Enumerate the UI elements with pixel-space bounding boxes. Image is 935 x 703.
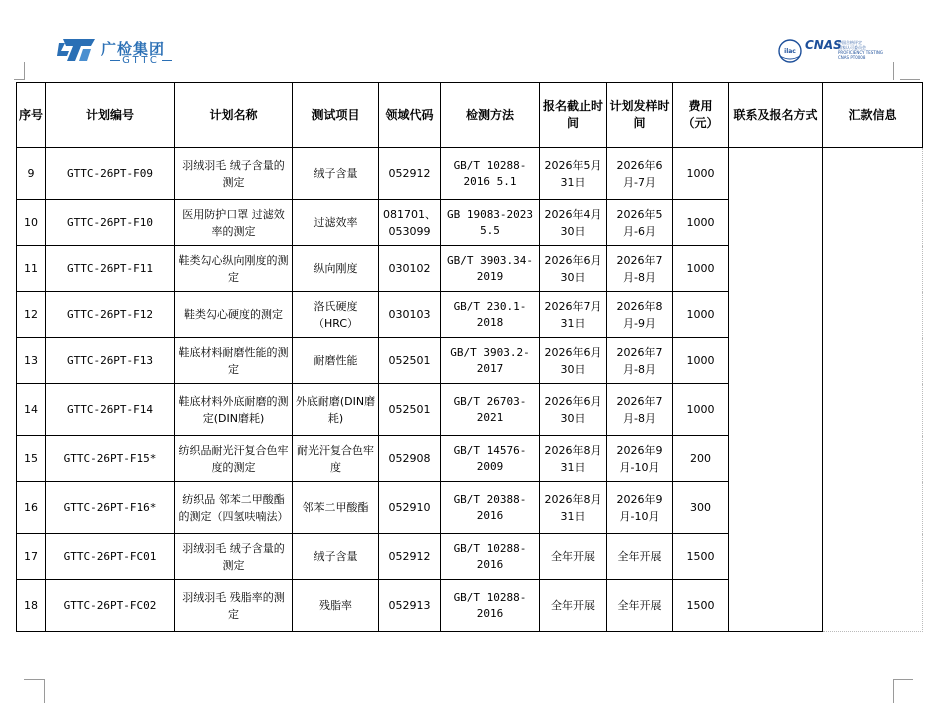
cell-fee: 1000	[673, 246, 729, 292]
cell-test-method: GB/T 26703-2021	[441, 384, 540, 436]
cell-no: 13	[17, 338, 46, 384]
cell-test-item: 绒子含量	[293, 148, 379, 200]
cell-domain-code: 052501	[379, 338, 441, 384]
cell-test-item: 洛氏硬度（HRC）	[293, 292, 379, 338]
certification-logos	[776, 38, 894, 66]
cell-no: 10	[17, 200, 46, 246]
cell-no: 18	[17, 580, 46, 632]
cell-no: 15	[17, 436, 46, 482]
cell-ship-time: 2026年9月-10月	[607, 436, 673, 482]
cell-ship-time: 2026年6月-7月	[607, 148, 673, 200]
cell-test-method: GB/T 10288-2016	[441, 534, 540, 580]
header-deadline: 报名截止时间	[540, 83, 607, 148]
cell-deadline: 2026年6月30日	[540, 384, 607, 436]
cnas-accreditation-lines: 中国合格评定 国家认可委员会 PROFICIENCY TESTING CNAS PT0008	[838, 40, 883, 60]
cell-contact-merged	[729, 148, 823, 632]
cell-fee: 1000	[673, 292, 729, 338]
cell-fee: 1000	[673, 338, 729, 384]
cell-plan-code: GTTC-26PT-FC02	[46, 580, 175, 632]
cell-fee: 1000	[673, 148, 729, 200]
cell-plan-name: 纺织品耐光汗复合色牢度的测定	[175, 436, 293, 482]
cell-fee: 1000	[673, 200, 729, 246]
header-plan-name: 计划名称	[175, 83, 293, 148]
cell-test-method: GB/T 3903.34-2019	[441, 246, 540, 292]
cell-domain-code: 052910	[379, 482, 441, 534]
cell-domain-code: 052912	[379, 148, 441, 200]
header-fee: 费用（元）	[673, 83, 729, 148]
cell-no: 12	[17, 292, 46, 338]
cell-fee: 1000	[673, 384, 729, 436]
crop-mark-br-v	[893, 679, 894, 703]
cell-plan-name: 鞋底材料耐磨性能的测定	[175, 338, 293, 384]
crop-mark-bl-h	[24, 679, 44, 680]
cell-ship-time: 2026年7月-8月	[607, 338, 673, 384]
cell-ship-time: 2026年8月-9月	[607, 292, 673, 338]
cell-deadline: 全年开展	[540, 580, 607, 632]
company-logo	[57, 37, 187, 67]
crop-mark-bl-v	[44, 679, 45, 703]
crop-mark-br-h	[893, 679, 913, 680]
header-remittance: 汇款信息	[823, 83, 923, 148]
crop-mark-tl-v	[24, 62, 25, 80]
cell-no: 11	[17, 246, 46, 292]
header-contact: 联系及报名方式	[729, 83, 823, 148]
cell-domain-code: 052912	[379, 534, 441, 580]
cell-no: 9	[17, 148, 46, 200]
company-name-cn: 广检集团	[101, 40, 166, 58]
cell-test-item: 纵向刚度	[293, 246, 379, 292]
cell-plan-code: GTTC-26PT-F14	[46, 384, 175, 436]
cell-test-method: GB/T 230.1-2018	[441, 292, 540, 338]
header-domain-code: 领域代码	[379, 83, 441, 148]
cell-domain-code: 052908	[379, 436, 441, 482]
cell-deadline: 全年开展	[540, 534, 607, 580]
cell-domain-code: 081701、053099	[379, 200, 441, 246]
cell-plan-code: GTTC-26PT-F16*	[46, 482, 175, 534]
cell-test-item: 邻苯二甲酸酯	[293, 482, 379, 534]
cell-deadline: 2026年4月30日	[540, 200, 607, 246]
gttc-logo-icon	[57, 37, 97, 63]
cell-plan-code: GTTC-26PT-FC01	[46, 534, 175, 580]
cell-plan-code: GTTC-26PT-F10	[46, 200, 175, 246]
cell-plan-name: 羽绒羽毛 绒子含量的测定	[175, 534, 293, 580]
cell-ship-time: 2026年7月-8月	[607, 246, 673, 292]
header-test-method: 检测方法	[441, 83, 540, 148]
header-plan-code: 计划编号	[46, 83, 175, 148]
cell-deadline: 2026年6月30日	[540, 246, 607, 292]
cell-fee: 1500	[673, 580, 729, 632]
cell-plan-name: 羽绒羽毛 残脂率的测定	[175, 580, 293, 632]
cell-plan-name: 鞋类勾心纵向刚度的测定	[175, 246, 293, 292]
header-test-item: 测试项目	[293, 83, 379, 148]
cell-plan-name: 纺织品 邻苯二甲酸酯的测定（四氢呋喃法）	[175, 482, 293, 534]
cell-domain-code: 052501	[379, 384, 441, 436]
cell-plan-code: GTTC-26PT-F12	[46, 292, 175, 338]
svg-text:ilac: ilac	[784, 48, 796, 55]
cell-ship-time: 全年开展	[607, 534, 673, 580]
cell-ship-time: 2026年5月-6月	[607, 200, 673, 246]
cell-test-item: 耐磨性能	[293, 338, 379, 384]
cell-fee: 300	[673, 482, 729, 534]
cell-deadline: 2026年6月30日	[540, 338, 607, 384]
ilac-mra-logo-icon	[776, 39, 804, 63]
cell-test-method: GB/T 10288-2016	[441, 580, 540, 632]
cell-test-item: 绒子含量	[293, 534, 379, 580]
cell-test-item: 过滤效率	[293, 200, 379, 246]
cell-domain-code: 030102	[379, 246, 441, 292]
table-row	[17, 148, 923, 200]
crop-mark-tr-h	[900, 79, 920, 80]
cell-deadline: 2026年5月31日	[540, 148, 607, 200]
cell-test-method: GB/T 3903.2-2017	[441, 338, 540, 384]
cell-ship-time: 2026年9月-10月	[607, 482, 673, 534]
cell-test-item: 耐光汗复合色牢度	[293, 436, 379, 482]
cell-ship-time: 全年开展	[607, 580, 673, 632]
cell-test-method: GB/T 10288-2016 5.1	[441, 148, 540, 200]
cell-plan-name: 鞋类勾心硬度的测定	[175, 292, 293, 338]
cell-remittance-merged	[823, 148, 923, 632]
cell-plan-name: 医用防护口罩 过滤效率的测定	[175, 200, 293, 246]
cell-domain-code: 030103	[379, 292, 441, 338]
cell-domain-code: 052913	[379, 580, 441, 632]
crop-mark-tl-h	[14, 79, 24, 80]
header-ship-time: 计划发样时间	[607, 83, 673, 148]
cell-deadline: 2026年8月31日	[540, 436, 607, 482]
cell-test-method: GB 19083-2023 5.5	[441, 200, 540, 246]
cell-plan-code: GTTC-26PT-F11	[46, 246, 175, 292]
cell-plan-code: GTTC-26PT-F15*	[46, 436, 175, 482]
cell-plan-name: 鞋底材料外底耐磨的测定(DIN磨耗)	[175, 384, 293, 436]
cell-no: 14	[17, 384, 46, 436]
cell-deadline: 2026年7月31日	[540, 292, 607, 338]
cell-plan-code: GTTC-26PT-F13	[46, 338, 175, 384]
cell-test-method: GB/T 20388-2016	[441, 482, 540, 534]
cell-no: 16	[17, 482, 46, 534]
pt-plan-table	[16, 82, 923, 632]
cell-test-method: GB/T 14576-2009	[441, 436, 540, 482]
cell-ship-time: 2026年7月-8月	[607, 384, 673, 436]
cell-no: 17	[17, 534, 46, 580]
cell-deadline: 2026年8月31日	[540, 482, 607, 534]
cell-plan-code: GTTC-26PT-F09	[46, 148, 175, 200]
cell-test-item: 外底耐磨(DIN磨耗)	[293, 384, 379, 436]
cnas-logo-text: CNAS	[805, 38, 842, 52]
cell-test-item: 残脂率	[293, 580, 379, 632]
cell-fee: 1500	[673, 534, 729, 580]
cell-fee: 200	[673, 436, 729, 482]
cell-plan-name: 羽绒羽毛 绒子含量的测定	[175, 148, 293, 200]
header-no: 序号	[17, 83, 46, 148]
table-header-row	[17, 83, 923, 148]
company-name-en: GTTC	[101, 55, 181, 66]
